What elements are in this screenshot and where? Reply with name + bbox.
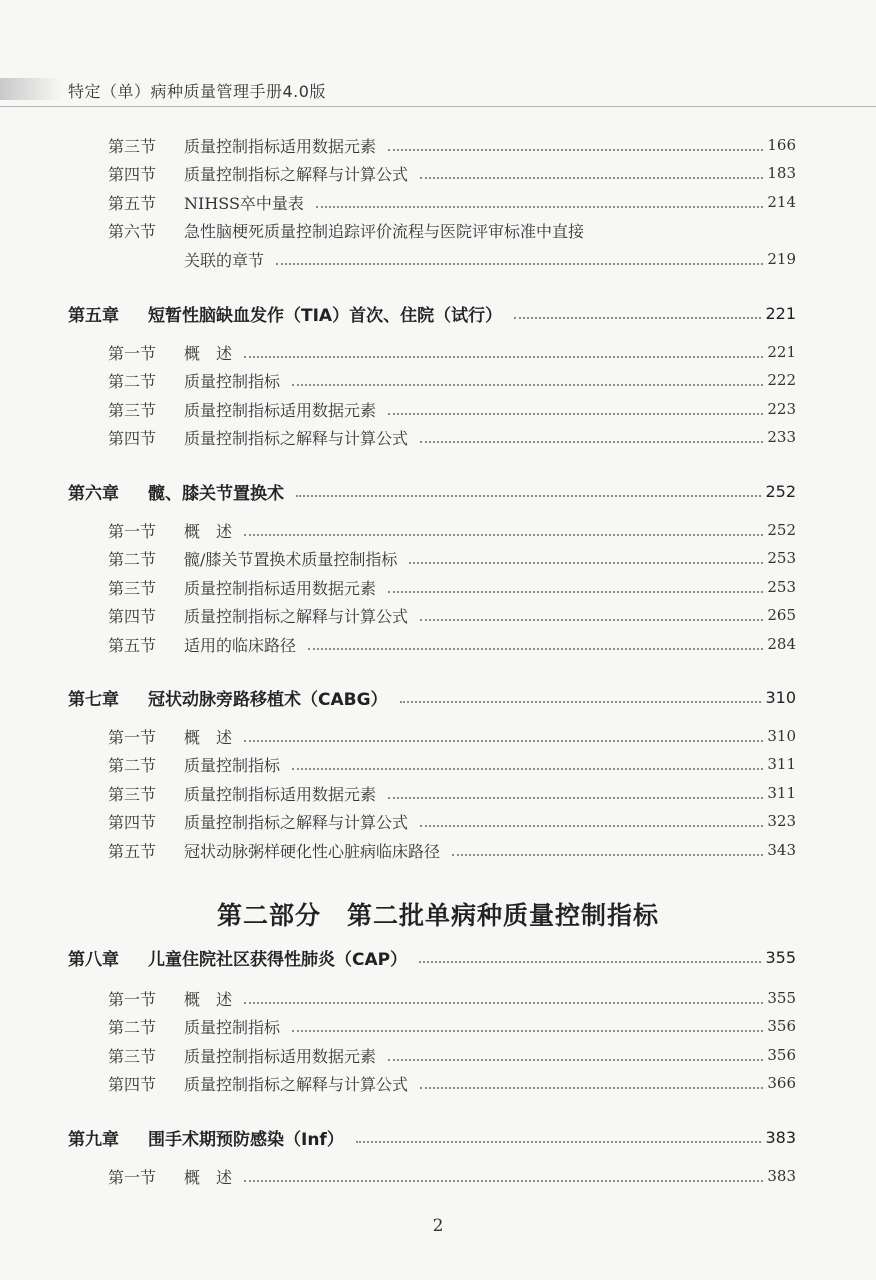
page-reference: 356 [767, 1017, 796, 1035]
page-reference: 223 [767, 400, 796, 418]
header-rule [0, 106, 876, 107]
page-reference: 233 [767, 428, 796, 446]
dot-leader [292, 768, 763, 770]
section-title: 冠状动脉粥样硬化性心脏病临床路径 [184, 841, 441, 861]
section-title: 质量控制指标 [184, 755, 281, 775]
section-number: 第二节 [108, 549, 157, 569]
section-number: 第四节 [108, 428, 157, 448]
section-title: 急性脑梗死质量控制追踪评价流程与医院评审标准中直接 [184, 221, 585, 241]
dot-leader [244, 534, 763, 536]
page-reference: 183 [767, 164, 796, 182]
dot-leader [419, 961, 761, 963]
page-reference: 383 [767, 1167, 796, 1185]
page-reference: 222 [767, 371, 796, 389]
page-reference: 253 [767, 578, 796, 596]
dot-leader [420, 619, 763, 621]
page-reference: 356 [767, 1046, 796, 1064]
toc-section-entry[interactable] [0, 367, 876, 393]
section-number: 第三节 [108, 1046, 157, 1066]
chapter-title: 短暂性脑缺血发作（TIA）首次、住院（试行） [148, 305, 503, 326]
section-number: 第五节 [108, 841, 157, 861]
toc-section-entry[interactable] [0, 339, 876, 365]
section-title: 质量控制指标适用数据元素 [184, 400, 377, 420]
section-number: 第五节 [108, 635, 157, 655]
section-title: 质量控制指标适用数据元素 [184, 578, 377, 598]
section-title: 概 述 [184, 343, 233, 363]
section-number: 第四节 [108, 606, 157, 626]
toc-section-entry[interactable] [0, 217, 876, 243]
chapter-number: 第八章 [68, 949, 119, 970]
dot-leader [420, 825, 763, 827]
toc-chapter-entry[interactable] [0, 478, 876, 504]
section-title: 质量控制指标适用数据元素 [184, 1046, 377, 1066]
dot-leader [244, 356, 763, 358]
toc-section-entry[interactable] [0, 723, 876, 749]
dot-leader [296, 495, 761, 497]
page-number: 2 [432, 1216, 444, 1236]
section-number: 第二节 [108, 1017, 157, 1037]
chapter-title: 围手术期预防感染（Inf） [148, 1129, 344, 1150]
toc-chapter-entry[interactable] [0, 1124, 876, 1150]
section-title: 概 述 [184, 521, 233, 541]
dot-leader [514, 317, 761, 319]
section-number: 第三节 [108, 136, 157, 156]
page-reference: 253 [767, 549, 796, 567]
page-reference: 252 [767, 521, 796, 539]
dot-leader [420, 1087, 763, 1089]
section-title: 髋/膝关节置换术质量控制指标 [184, 549, 398, 569]
toc-chapter-entry[interactable] [0, 944, 876, 970]
part-title: 第二部分 第二批单病种质量控制指标 [216, 901, 659, 930]
page-reference: 311 [767, 784, 796, 802]
section-title: 概 述 [184, 989, 233, 1009]
page-reference: 343 [767, 841, 796, 859]
section-title: 质量控制指标之解释与计算公式 [184, 812, 409, 832]
dot-leader [388, 1059, 763, 1061]
toc-section-entry[interactable] [0, 808, 876, 834]
section-number: 第三节 [108, 784, 157, 804]
section-number: 第四节 [108, 164, 157, 184]
section-number: 第一节 [108, 343, 157, 363]
dot-leader [356, 1141, 762, 1143]
section-number: 第三节 [108, 578, 157, 598]
toc-section-entry[interactable] [0, 424, 876, 450]
section-number: 第五节 [108, 193, 157, 213]
section-number: 第一节 [108, 989, 157, 1009]
toc-section-entry[interactable] [0, 1013, 876, 1039]
chapter-number: 第五章 [68, 305, 119, 326]
section-title: 质量控制指标适用数据元素 [184, 784, 377, 804]
toc-section-entry[interactable] [0, 780, 876, 806]
page-reference: 311 [767, 755, 796, 773]
dot-leader [400, 701, 762, 703]
header-decoration-bar [0, 78, 62, 100]
dot-leader [292, 1030, 763, 1032]
section-number: 第四节 [108, 1074, 157, 1094]
header-title: 特定（单）病种质量管理手册4.0版 [68, 82, 326, 101]
dot-leader [388, 149, 763, 151]
dot-leader [452, 854, 763, 856]
page-reference: 214 [767, 193, 796, 211]
page-reference: 310 [767, 727, 796, 745]
running-header [0, 74, 876, 106]
section-number: 第三节 [108, 400, 157, 420]
section-title: 质量控制指标 [184, 1017, 281, 1037]
toc-section-entry[interactable] [0, 545, 876, 571]
toc-section-entry[interactable] [0, 574, 876, 600]
dot-leader [420, 177, 763, 179]
dot-leader [292, 384, 763, 386]
toc-section-entry[interactable] [0, 517, 876, 543]
section-title: 质量控制指标适用数据元素 [184, 136, 377, 156]
dot-leader [316, 206, 763, 208]
section-title: 质量控制指标 [184, 371, 281, 391]
page-reference: 323 [767, 812, 796, 830]
chapter-number: 第九章 [68, 1129, 119, 1150]
section-title: 关联的章节 [184, 250, 265, 270]
section-title: 质量控制指标之解释与计算公式 [184, 606, 409, 626]
section-title: NIHSS卒中量表 [184, 193, 304, 213]
section-title: 质量控制指标之解释与计算公式 [184, 428, 409, 448]
dot-leader [308, 648, 763, 650]
chapter-number: 第七章 [68, 689, 119, 710]
section-title: 适用的临床路径 [184, 635, 297, 655]
section-number: 第一节 [108, 727, 157, 747]
chapter-title: 髋、膝关节置换术 [148, 483, 284, 504]
toc-section-entry[interactable] [0, 602, 876, 628]
dot-leader [409, 562, 763, 564]
section-title: 概 述 [184, 727, 233, 747]
page-reference: 310 [765, 687, 796, 707]
dot-leader [244, 740, 763, 742]
dot-leader [276, 263, 763, 265]
toc-section-entry[interactable] [0, 160, 876, 186]
dot-leader [244, 1180, 763, 1182]
chapter-title: 冠状动脉旁路移植术（CABG） [148, 689, 388, 710]
section-title: 质量控制指标之解释与计算公式 [184, 1074, 409, 1094]
page-reference: 166 [767, 136, 796, 154]
toc-section-entry[interactable] [0, 132, 876, 158]
toc-section-entry[interactable] [0, 631, 876, 657]
page-reference: 221 [765, 303, 796, 323]
page-reference: 383 [765, 1127, 796, 1147]
toc-section-entry[interactable] [0, 1163, 876, 1189]
dot-leader [244, 1002, 763, 1004]
section-number: 第二节 [108, 755, 157, 775]
dot-leader [388, 591, 763, 593]
page-reference: 265 [767, 606, 796, 624]
section-number: 第一节 [108, 1167, 157, 1187]
section-number: 第一节 [108, 521, 157, 541]
page-reference: 284 [767, 635, 796, 653]
dot-leader [388, 413, 763, 415]
page-reference: 355 [767, 989, 796, 1007]
page-reference: 221 [767, 343, 796, 361]
chapter-title: 儿童住院社区获得性肺炎（CAP） [148, 949, 408, 970]
toc-section-entry[interactable] [0, 189, 876, 215]
page-reference: 219 [767, 250, 796, 268]
toc-section-entry[interactable] [0, 751, 876, 777]
section-title: 概 述 [184, 1167, 233, 1187]
toc-section-entry[interactable] [0, 985, 876, 1011]
toc-section-entry[interactable] [0, 1070, 876, 1096]
section-number: 第六节 [108, 221, 157, 241]
dot-leader [388, 797, 763, 799]
page-reference: 366 [767, 1074, 796, 1092]
page-reference: 355 [765, 947, 796, 967]
dot-leader [420, 441, 763, 443]
chapter-number: 第六章 [68, 483, 119, 504]
toc-chapter-entry[interactable] [0, 300, 876, 326]
toc-section-entry[interactable] [0, 396, 876, 422]
toc-section-entry[interactable] [0, 837, 876, 863]
section-title: 质量控制指标之解释与计算公式 [184, 164, 409, 184]
section-number: 第二节 [108, 371, 157, 391]
toc-section-entry[interactable] [0, 246, 876, 272]
toc-chapter-entry[interactable] [0, 684, 876, 710]
toc-section-entry[interactable] [0, 1042, 876, 1068]
page-reference: 252 [765, 481, 796, 501]
section-number: 第四节 [108, 812, 157, 832]
